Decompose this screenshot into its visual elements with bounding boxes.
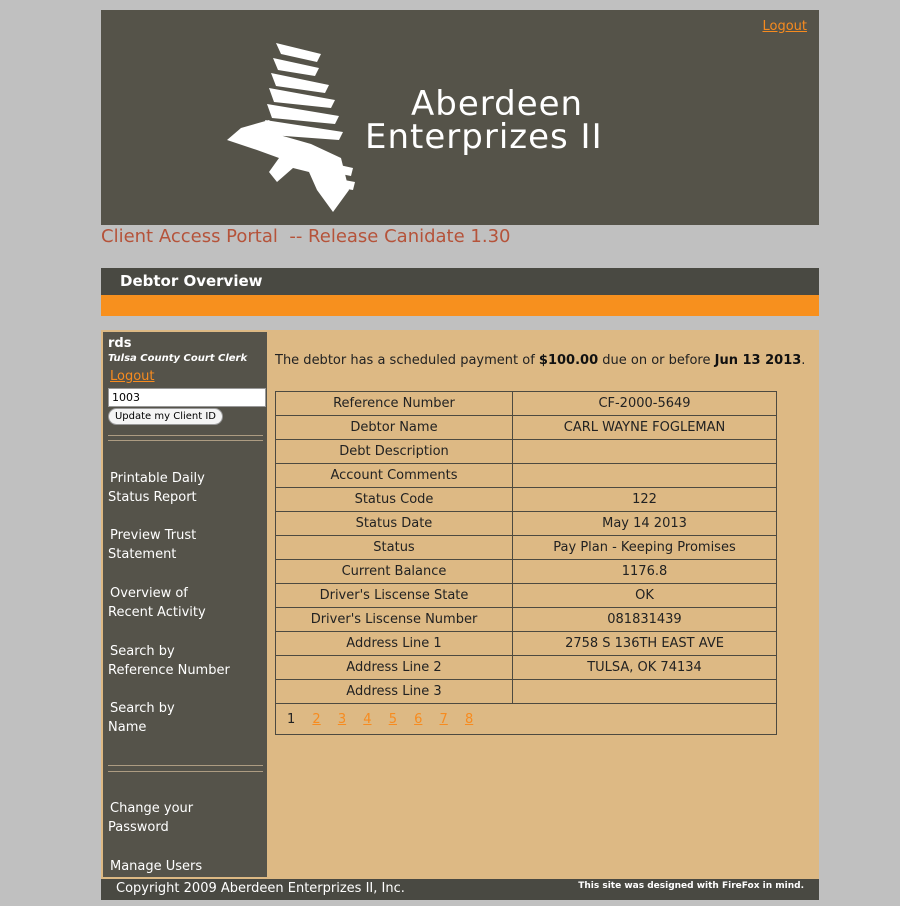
- table-row: [276, 680, 777, 704]
- table-row: [276, 512, 777, 536]
- field-label: Status Code: [276, 488, 513, 512]
- table-row: [276, 656, 777, 680]
- field-label: Account Comments: [276, 464, 513, 488]
- message-prefix: The debtor has a scheduled payment of: [275, 353, 539, 368]
- divider: [108, 435, 263, 436]
- update-client-id-button[interactable]: Update my Client ID: [108, 408, 223, 425]
- field-value: TULSA, OK 74134: [513, 656, 777, 680]
- nav-label-line2: Recent Activity: [108, 605, 206, 620]
- accent-bar: [101, 295, 819, 316]
- field-value: 1176.8: [513, 560, 777, 584]
- nav-label-line2: Statement: [108, 547, 177, 562]
- table-row: [276, 464, 777, 488]
- field-label: Status: [276, 536, 513, 560]
- footer: [101, 879, 819, 900]
- table-row: [276, 440, 777, 464]
- header-banner: [101, 10, 819, 225]
- logout-link-top[interactable]: Logout: [762, 19, 807, 34]
- payment-amount: $100.00: [538, 353, 599, 368]
- user-name: rds: [108, 336, 132, 351]
- page-link[interactable]: 6: [414, 711, 423, 727]
- field-label: Address Line 1: [276, 632, 513, 656]
- message-suffix: .: [801, 353, 806, 368]
- table-row: [276, 392, 777, 416]
- page-link[interactable]: 4: [363, 711, 372, 727]
- page-link[interactable]: 8: [464, 711, 474, 727]
- page-link[interactable]: 5: [388, 711, 397, 727]
- nav-search-by-name[interactable]: [108, 699, 175, 737]
- pager-row: [276, 704, 777, 735]
- table-row: [276, 560, 777, 584]
- portal-title: Client Access Portal -- Release Canidate 1.30: [101, 226, 511, 247]
- logout-link-sidebar[interactable]: Logout: [110, 369, 155, 384]
- payment-message: [275, 353, 805, 368]
- field-label: Debtor Name: [276, 416, 513, 440]
- message-middle: due on or before: [598, 353, 715, 368]
- field-value: CARL WAYNE FOGLEMAN: [513, 416, 777, 440]
- field-value: OK: [513, 584, 777, 608]
- table-row: [276, 608, 777, 632]
- field-label: Current Balance: [276, 560, 513, 584]
- field-label: Reference Number: [276, 392, 513, 416]
- field-value: Pay Plan - Keeping Promises: [513, 536, 777, 560]
- field-value: [513, 680, 777, 704]
- field-label: Status Date: [276, 512, 513, 536]
- nav-label-line1: Preview Trust: [110, 528, 197, 543]
- table-row: [276, 416, 777, 440]
- debtor-details-table: [275, 391, 777, 735]
- nav-label-line1: Change your: [110, 801, 194, 816]
- field-value: 081831439: [513, 608, 777, 632]
- field-label: Driver's Liscense State: [276, 584, 513, 608]
- nav-search-by-reference-number[interactable]: [108, 642, 230, 680]
- nav-preview-trust-statement[interactable]: [108, 526, 196, 564]
- table-row: [276, 488, 777, 512]
- payment-due-date: Jun 13 2013: [714, 353, 802, 368]
- nav-label-line1: Manage Users: [110, 859, 203, 874]
- table-row: [276, 632, 777, 656]
- nav-label-line1: Overview of: [110, 586, 188, 601]
- page-link[interactable]: 3: [337, 711, 347, 727]
- client-id-input[interactable]: [108, 388, 266, 407]
- field-label: Driver's Liscense Number: [276, 608, 513, 632]
- nav-manage-users[interactable]: [108, 857, 202, 876]
- eagle-logo-icon: [221, 40, 371, 215]
- copyright-text: Copyright 2009 Aberdeen Enterprizes II, Inc.: [116, 881, 405, 896]
- nav-label-line1: Search by: [110, 701, 175, 716]
- field-label: Address Line 3: [276, 680, 513, 704]
- divider: [108, 771, 263, 772]
- sidebar: [103, 332, 267, 877]
- nav-label-line2: Reference Number: [108, 663, 230, 678]
- nav-printable-daily-status-report[interactable]: [108, 469, 205, 507]
- nav-label-line2: Password: [108, 820, 169, 835]
- field-value: [513, 464, 777, 488]
- table-row: [276, 536, 777, 560]
- nav-label-line1: Search by: [110, 644, 175, 659]
- page-current: 1: [287, 711, 296, 727]
- field-value: 122: [513, 488, 777, 512]
- nav-label-line2: Name: [108, 720, 147, 735]
- nav-label-line2: Status Report: [108, 490, 197, 505]
- pager: [276, 704, 777, 735]
- divider: [108, 440, 263, 441]
- section-header-bar: [101, 268, 819, 295]
- nav-label-line1: Printable Daily: [110, 471, 205, 486]
- brand-name-line2: Enterprizes II: [365, 117, 603, 157]
- nav-overview-recent-activity[interactable]: [108, 584, 206, 622]
- field-value: 2758 S 136TH EAST AVE: [513, 632, 777, 656]
- browser-note: This site was designed with FireFox in mind.: [578, 881, 804, 891]
- page-link[interactable]: 2: [312, 711, 321, 727]
- divider: [108, 765, 263, 766]
- section-title: Debtor Overview: [120, 272, 263, 290]
- brand-name-line1: Aberdeen: [411, 84, 584, 124]
- field-value: May 14 2013: [513, 512, 777, 536]
- field-label: Debt Description: [276, 440, 513, 464]
- field-value: CF-2000-5649: [513, 392, 777, 416]
- nav-change-password[interactable]: [108, 799, 193, 837]
- page-link[interactable]: 7: [439, 711, 448, 727]
- field-value: [513, 440, 777, 464]
- user-organization: Tulsa County Court Clerk: [108, 353, 248, 364]
- field-label: Address Line 2: [276, 656, 513, 680]
- table-row: [276, 584, 777, 608]
